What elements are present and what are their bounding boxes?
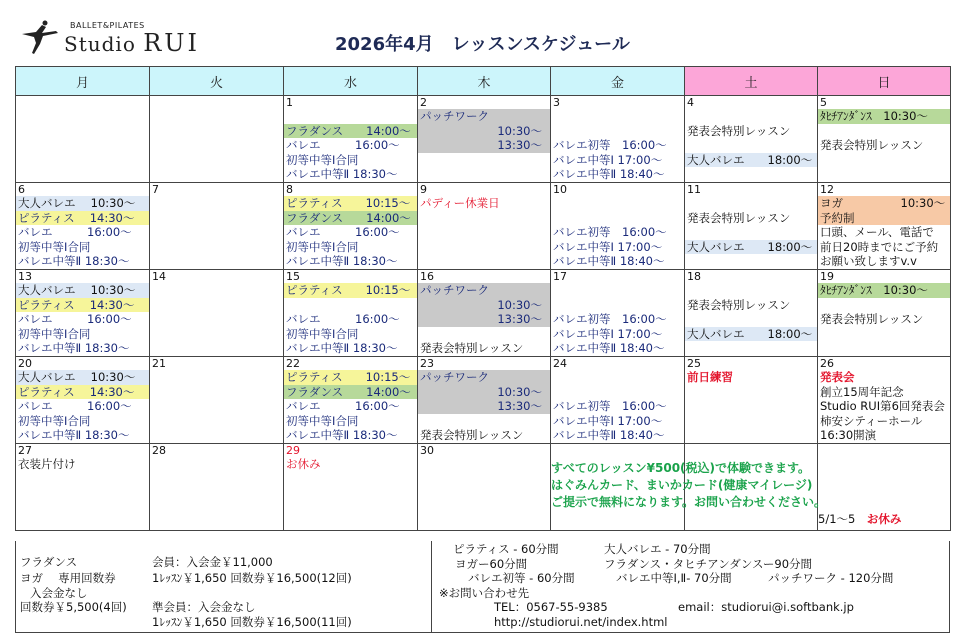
lesson-line: バレエ 16:00〜	[18, 312, 132, 326]
lesson-line: バレエ中等Ⅰ 17:00〜	[553, 152, 663, 167]
lesson-line: フラダンス 14:00〜	[284, 211, 417, 226]
calendar-day-cell	[685, 183, 818, 270]
calendar-day-cell	[685, 270, 818, 357]
lesson-line: ピラティス 10:15〜	[284, 283, 417, 298]
calendar-day-cell	[284, 183, 418, 270]
notice-line: ご提示で無料になります。お問い合わせください。	[551, 495, 827, 509]
weekday-header: 月	[16, 67, 150, 96]
day-number: 18	[687, 270, 701, 283]
lesson-line: バレエ初等 16:00〜	[553, 225, 667, 239]
logo-name	[64, 29, 200, 57]
lesson-line: バレエ中等Ⅰ 17:00〜	[553, 326, 663, 341]
lesson-line: 初等中等Ⅰ合同	[18, 326, 91, 341]
lesson-line: バレエ中等Ⅱ 18:40〜	[553, 341, 665, 355]
lesson-line: 大人バレエ 18:00〜	[685, 240, 817, 255]
lesson-line: 初等中等Ⅰ合同	[286, 326, 359, 341]
lesson-line: バレエ中等Ⅱ 18:40〜	[553, 428, 665, 442]
calendar-day-cell	[284, 357, 418, 444]
lesson-line: パディー休業日	[420, 196, 500, 210]
day-number: 28	[152, 444, 166, 457]
lesson-line: 初等中等Ⅰ合同	[18, 239, 91, 254]
weekday-header: 木	[418, 67, 551, 96]
day-number: 16	[420, 270, 434, 283]
calendar-day-cell	[418, 183, 551, 270]
calendar-day-cell	[16, 96, 150, 183]
day-number: 7	[152, 183, 159, 196]
lesson-line: ピラティス 10:15〜	[284, 196, 417, 211]
lesson-line: お休み	[286, 457, 321, 471]
logo-name-main: RUI	[143, 29, 200, 57]
lesson-line: バレエ中等Ⅱ 18:30〜	[18, 428, 130, 442]
footer-text: TEL：0567-55-9385	[494, 600, 608, 614]
weekday-header: 土	[685, 67, 818, 96]
day-number: 11	[687, 183, 701, 196]
calendar-day-cell	[16, 357, 150, 444]
day-number: 1	[286, 96, 293, 109]
lesson-line: フラダンス 14:00〜	[284, 385, 417, 400]
dancer-icon	[18, 20, 60, 56]
calendar-day-cell	[150, 183, 284, 270]
calendar-day-cell	[150, 357, 284, 444]
weekday-header: 水	[284, 67, 418, 96]
calendar-week-row	[16, 183, 951, 270]
day-number: 17	[553, 270, 567, 283]
lesson-line: バレエ中等Ⅱ 18:30〜	[286, 341, 398, 355]
calendar-day-cell	[551, 96, 685, 183]
calendar-day-cell	[418, 270, 551, 357]
lesson-line: フラダンス 14:00〜	[284, 124, 417, 139]
lesson-line: 発表会特別レッスン	[687, 297, 791, 312]
lesson-line: 発表会	[820, 370, 855, 384]
lesson-line: バレエ中等Ⅱ 18:30〜	[18, 254, 130, 268]
lesson-line: お願い致しますv.v	[820, 254, 917, 268]
lesson-line: 初等中等Ⅰ合同	[286, 413, 359, 428]
day-number: 5	[820, 96, 827, 109]
day-number: 2	[420, 96, 427, 109]
lesson-line: 予約制	[818, 211, 950, 226]
lesson-line: バレエ 16:00〜	[286, 225, 400, 239]
footer-text: ※お問い合わせ先	[439, 586, 530, 600]
day-number: 6	[18, 183, 25, 196]
lesson-line: パッチワーク	[420, 283, 489, 297]
day-number: 23	[420, 357, 434, 370]
day-number: 13	[18, 270, 32, 283]
lesson-line: ヨガ 10:30〜	[818, 196, 950, 211]
lesson-line: 10:30〜	[497, 384, 542, 399]
lesson-line: パッチワーク	[420, 370, 489, 384]
calendar-day-cell	[418, 96, 551, 183]
lesson-line: ﾀﾋﾁｱﾝﾀﾞﾝｽ 10:30〜	[818, 283, 950, 298]
calendar-day-cell	[284, 96, 418, 183]
pricing-footer	[15, 541, 950, 633]
weekday-header: 火	[150, 67, 284, 96]
lesson-line: バレエ中等Ⅱ 18:30〜	[286, 428, 398, 442]
lesson-line: バレエ 16:00〜	[18, 225, 132, 239]
calendar-day-cell	[551, 357, 685, 444]
logo-name-prefix: Studio	[64, 32, 136, 56]
day-number: 24	[553, 357, 567, 370]
day-number: 27	[18, 444, 32, 457]
logo-tagline: BALLET&PILATES	[70, 21, 145, 30]
calendar-day-cell	[418, 444, 551, 531]
lesson-line: ﾀﾋﾁｱﾝﾀﾞﾝｽ 10:30〜	[818, 109, 950, 124]
lesson-line: 発表会特別レッスン	[820, 138, 924, 152]
calendar-day-cell	[16, 183, 150, 270]
calendar-day-cell	[150, 444, 284, 531]
footer-text: ピラティス - 60分間	[453, 542, 559, 556]
lesson-line: バレエ中等Ⅰ 17:00〜	[553, 239, 663, 254]
calendar-day-cell	[818, 357, 951, 444]
lesson-line: パッチワーク	[420, 109, 489, 123]
day-number: 22	[286, 357, 300, 370]
footer-text: ヨガー60分間	[455, 557, 528, 571]
weekday-header: 日	[818, 67, 951, 96]
weekday-header: 金	[551, 67, 685, 96]
footer-text: バレエ中等Ⅰ,Ⅱ- 70分間	[616, 571, 732, 585]
lesson-line: 柿安シティーホール	[820, 413, 923, 428]
lesson-line: バレエ 16:00〜	[286, 312, 400, 326]
day-number: 21	[152, 357, 166, 370]
notice-line: すべてのレッスン¥500(税込)で体験できます。	[551, 461, 811, 475]
lesson-line: 衣装片付け	[18, 457, 76, 471]
footer-text: 回数券￥5,500(4回)	[20, 600, 127, 614]
lesson-line: 13:30〜	[497, 138, 542, 152]
lesson-line: バレエ中等Ⅱ 18:40〜	[553, 167, 665, 181]
calendar-day-cell	[818, 96, 951, 183]
lesson-line: 前日練習	[687, 370, 733, 384]
lesson-line: 初等中等Ⅰ合同	[286, 239, 359, 254]
lesson-line: ピラティス 14:30〜	[16, 298, 149, 313]
lesson-line: ピラティス 10:15〜	[284, 370, 417, 385]
lesson-line: バレエ 16:00〜	[286, 138, 400, 152]
lesson-line: 発表会特別レッスン	[420, 341, 524, 355]
may-holiday-label: お休み	[866, 512, 902, 526]
studio-logo[interactable]	[18, 20, 218, 60]
day-number: 26	[820, 357, 834, 370]
lesson-line: バレエ中等Ⅱ 18:30〜	[18, 341, 130, 355]
day-number: 19	[820, 270, 834, 283]
day-number: 30	[420, 444, 434, 457]
lesson-line: 大人バレエ 10:30〜	[16, 283, 149, 298]
day-number: 3	[553, 96, 560, 109]
lesson-line: バレエ 16:00〜	[18, 399, 132, 413]
lesson-line: 13:30〜	[497, 399, 542, 413]
footer-text: 1ﾚｯｽﾝ￥1,650 回数券￥16,500(12回)	[152, 571, 352, 585]
day-number: 12	[820, 183, 834, 196]
calendar-day-cell	[418, 357, 551, 444]
lesson-line: 創立15周年記念	[820, 384, 904, 399]
lesson-line: 10:30〜	[497, 123, 542, 138]
lesson-line: バレエ中等Ⅱ 18:40〜	[553, 254, 665, 268]
patchwork-block	[418, 109, 550, 153]
may-holiday-date: 5/1〜5	[818, 512, 856, 526]
lesson-line: 発表会特別レッスン	[820, 312, 924, 326]
footer-text: パッチワーク - 120分間	[768, 571, 894, 585]
lesson-line: 16:30開演	[820, 428, 877, 442]
lesson-line: ピラティス 14:30〜	[16, 385, 149, 400]
footer-text: フラダンス	[20, 555, 78, 569]
calendar-day-cell	[16, 270, 150, 357]
footer-divider	[431, 541, 432, 633]
footer-text: フラダンス・タヒチアンダンスー90分間	[604, 557, 813, 571]
lesson-line: バレエ初等 16:00〜	[553, 399, 667, 413]
lesson-line: 大人バレエ 10:30〜	[16, 370, 149, 385]
lesson-line: 初等中等Ⅰ合同	[286, 152, 359, 167]
lesson-line: バレエ中等Ⅱ 18:30〜	[286, 254, 398, 268]
lesson-line: 10:30〜	[497, 297, 542, 312]
lesson-line: バレエ 16:00〜	[286, 399, 400, 413]
lesson-line: バレエ中等Ⅰ 17:00〜	[553, 413, 663, 428]
calendar-week-row	[16, 96, 951, 183]
calendar-day-cell	[16, 444, 150, 531]
footer-text: バレエ初等 - 60分間	[468, 571, 575, 585]
footer-text: 会員：入会金￥11,000	[152, 555, 273, 569]
may-holiday-note	[818, 511, 901, 527]
calendar-day-cell	[284, 444, 418, 531]
calendar-day-cell	[818, 270, 951, 357]
lesson-line: 発表会特別レッスン	[687, 123, 791, 138]
footer-text: 1ﾚｯｽﾝ￥1,650 回数券￥16,500(11回)	[152, 615, 352, 629]
calendar-day-cell	[551, 270, 685, 357]
lesson-line: 発表会特別レッスン	[687, 210, 791, 225]
weekday-header-row	[16, 67, 951, 96]
lesson-line: ピラティス 14:30〜	[16, 211, 149, 226]
footer-text: 大人バレエ - 70分間	[604, 542, 711, 556]
lesson-line: 大人バレエ 10:30〜	[16, 196, 149, 211]
lesson-line: 発表会特別レッスン	[420, 428, 524, 442]
footer-text: 準会員：入会金なし	[152, 600, 256, 614]
patchwork-block	[418, 283, 550, 327]
lesson-line: 前日20時までにご予約	[820, 239, 939, 254]
day-number: 10	[553, 183, 567, 196]
patchwork-block	[418, 370, 550, 414]
page-title: 2026年4月 レッスンスケジュール	[335, 34, 630, 55]
calendar-week-row	[16, 357, 951, 444]
lesson-line: 大人バレエ 18:00〜	[685, 153, 817, 168]
lesson-line: 初等中等Ⅰ合同	[18, 413, 91, 428]
calendar-day-cell	[551, 183, 685, 270]
lesson-line: 口頭、メール、電話で	[820, 225, 934, 239]
footer-text: ヨガ 専用回数券	[20, 571, 116, 585]
footer-text: http://studiorui.net/index.html	[494, 615, 668, 629]
footer-text: 入会金なし	[30, 586, 88, 600]
day-number: 20	[18, 357, 32, 370]
calendar-day-cell	[150, 270, 284, 357]
lesson-line: 大人バレエ 18:00〜	[685, 327, 817, 342]
lesson-line: Studio RUI第6回発表会	[820, 399, 945, 413]
calendar-day-cell	[685, 96, 818, 183]
day-number: 25	[687, 357, 701, 370]
day-number: 9	[420, 183, 427, 196]
notice-line: はぐみんカード、まいかカード(健康マイレージ)	[551, 478, 813, 492]
day-number: 14	[152, 270, 166, 283]
trial-lesson-notice	[551, 460, 826, 511]
lesson-line: 13:30〜	[497, 312, 542, 326]
calendar-week-row	[16, 270, 951, 357]
lesson-line: バレエ初等 16:00〜	[553, 312, 667, 326]
day-number: 8	[286, 183, 293, 196]
footer-text: email：studiorui@i.softbank.jp	[678, 600, 854, 614]
calendar-day-cell	[818, 183, 951, 270]
day-number: 15	[286, 270, 300, 283]
calendar-day-cell	[284, 270, 418, 357]
day-number: 29	[286, 444, 300, 457]
calendar-day-cell	[685, 357, 818, 444]
lesson-line: バレエ初等 16:00〜	[553, 138, 667, 152]
day-number: 4	[687, 96, 694, 109]
lesson-line: バレエ中等Ⅱ 18:30〜	[286, 167, 398, 181]
calendar-day-cell	[150, 96, 284, 183]
